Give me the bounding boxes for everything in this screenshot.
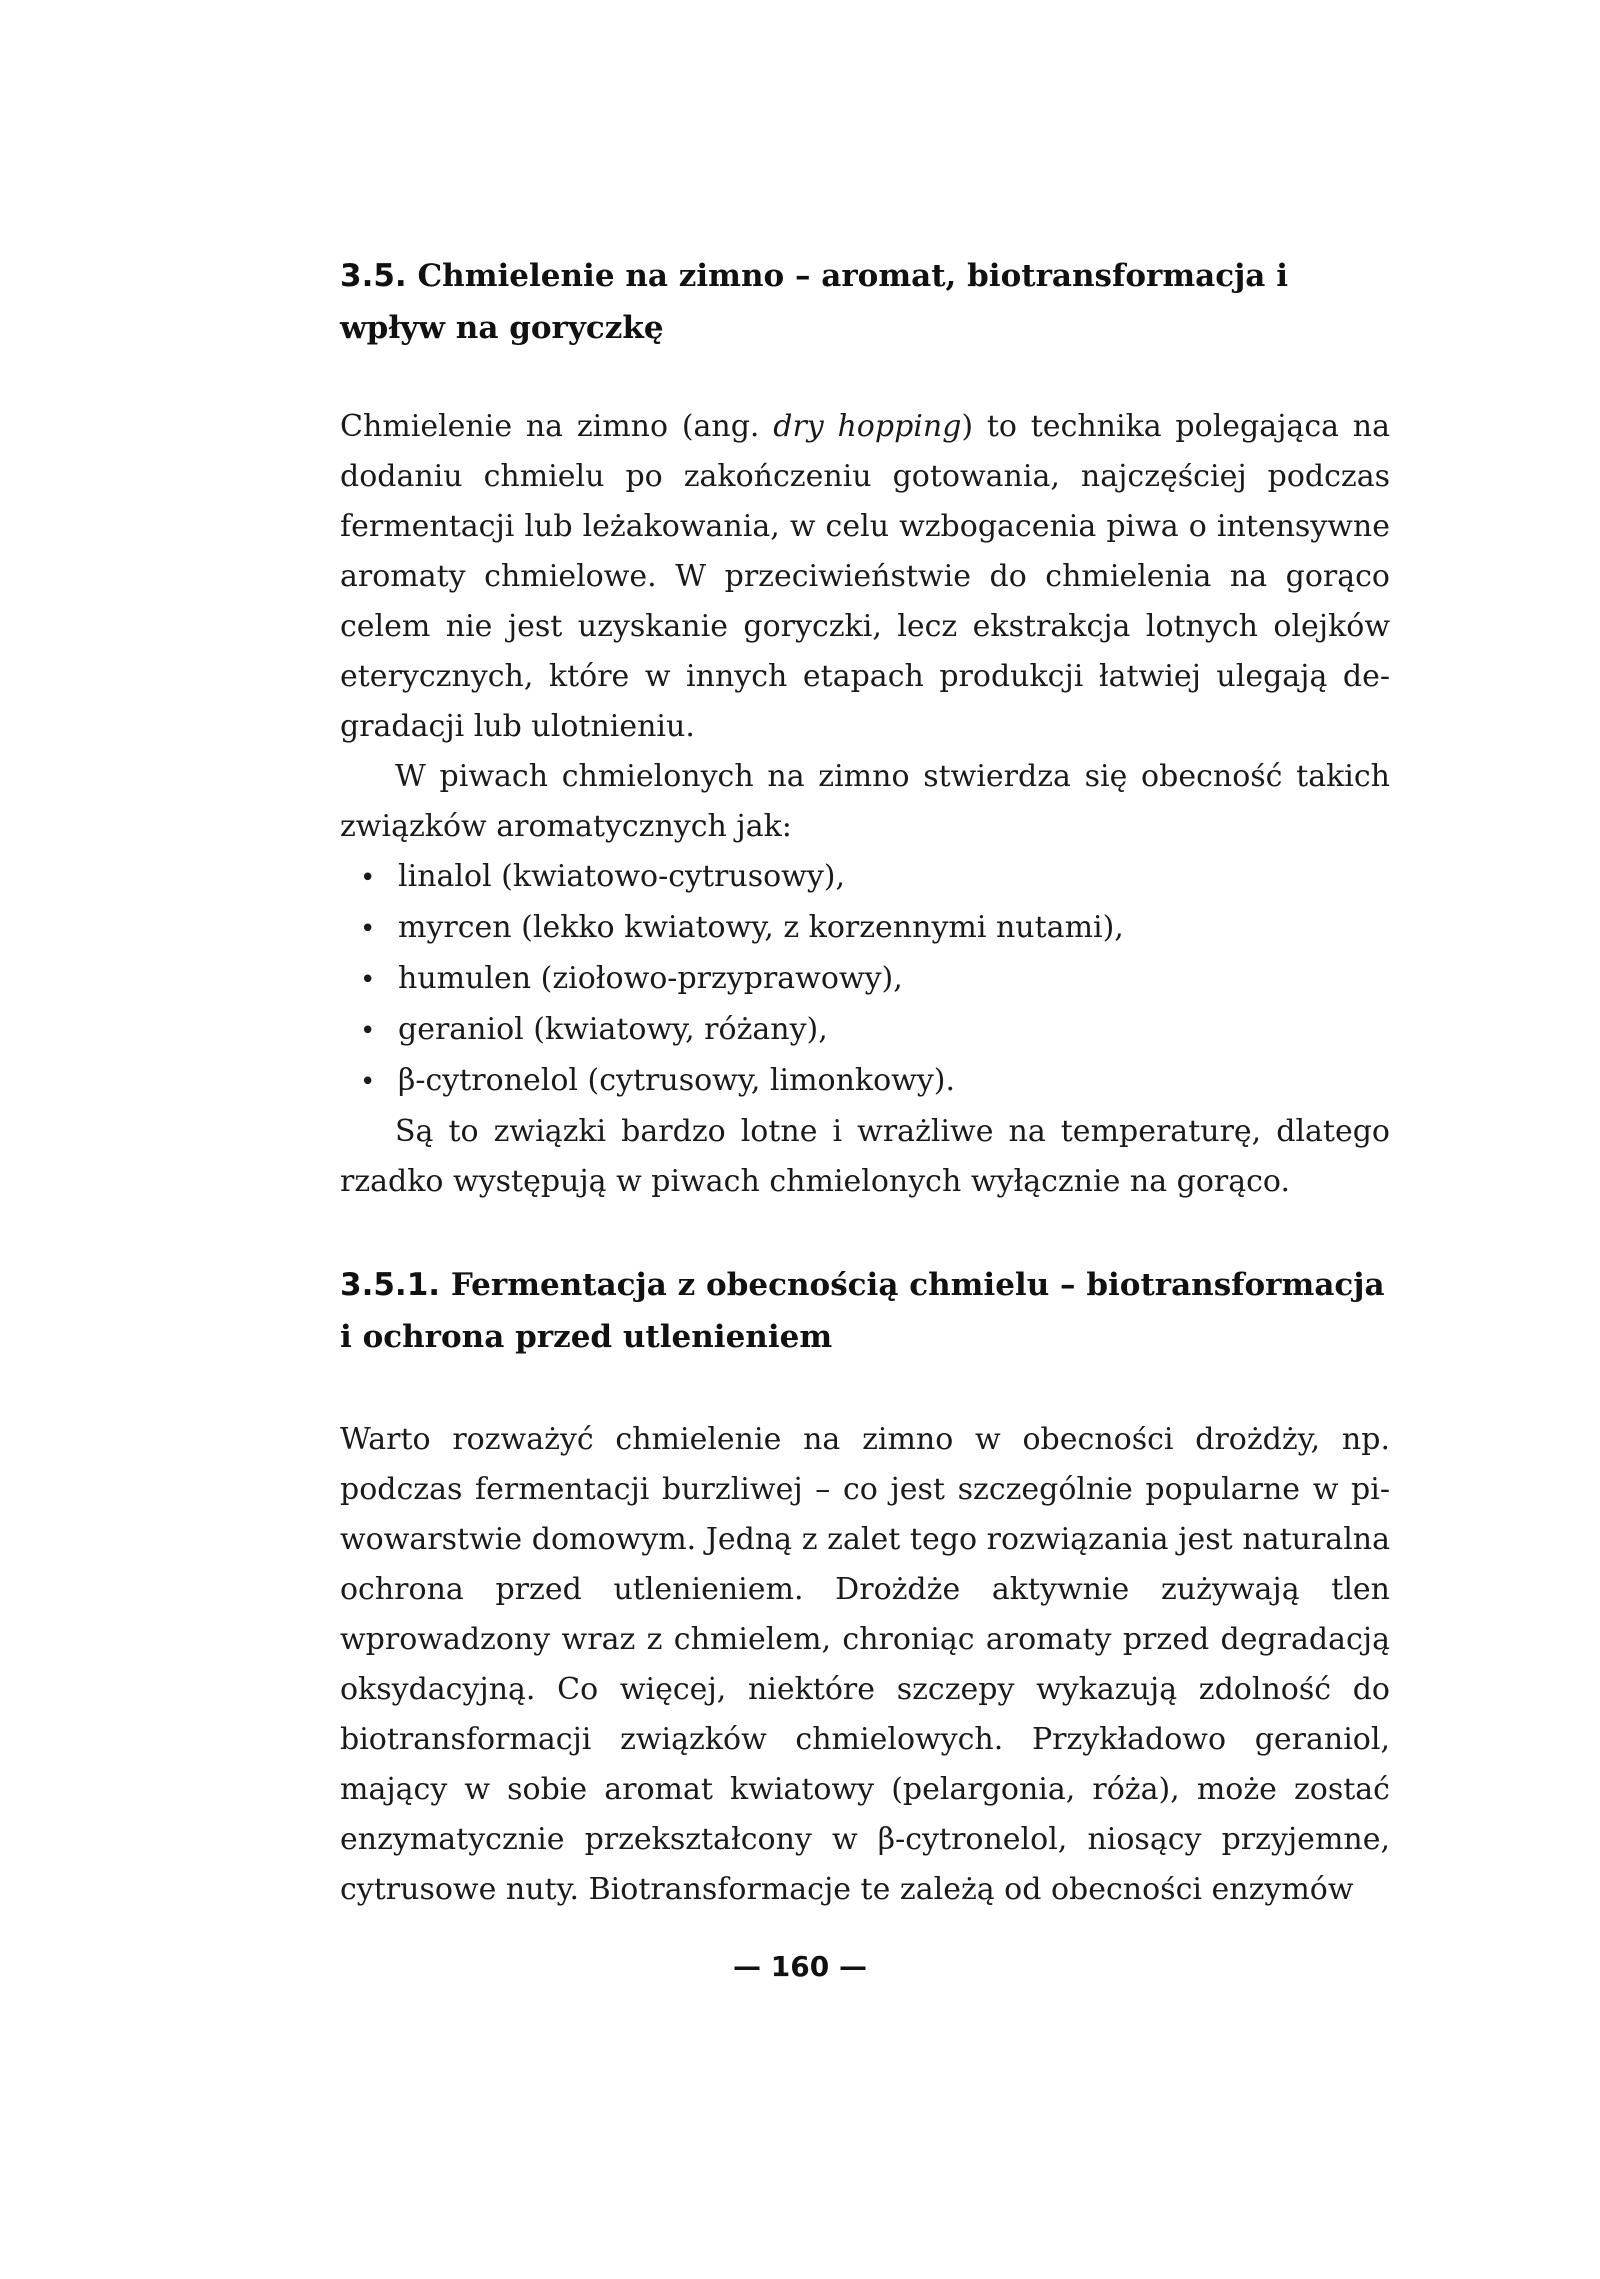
intro-text-rest: ) to technika polegająca na dodaniu chmielu po zakończeniu gotowania, najczęściej podczas fermentacji lub leżakowania, w celu wzbogacenia piwa o intensywne aromaty chmielowe. W przeciwieństwie do chmielenia na gorąco celem nie jest uzyskanie goryczki, lecz ekstrakcja lotnych olejków eterycznych, które w innych etapach produkcji łatwiej ulegają degradacji lub ulotnieniu. (340, 409, 1390, 744)
intro-text-start: Chmielenie na zimno (ang. (340, 409, 774, 444)
section-title: Chmielenie na zimno – aromat, biotransformacja i wpływ na goryczkę (340, 258, 1288, 346)
list-item (360, 903, 1390, 954)
aroma-compounds-list (340, 852, 1390, 1107)
list-item (360, 954, 1390, 1005)
subsection-number: 3.5.1. (340, 1267, 441, 1303)
compounds-intro-paragraph: W piwach chmielonych na zimno stwierdza się obecność takich związków aromatycznych jak: (340, 759, 1390, 844)
list-item-text: linalol (kwiatowo-cytrusowy), (398, 859, 846, 894)
page-number: — 160 — (733, 1950, 867, 1983)
list-item (360, 852, 1390, 903)
list-item-text: myrcen (lekko kwiatowy, z korzennymi nutami), (398, 910, 1124, 945)
list-item (360, 1005, 1390, 1056)
list-item-text: humulen (ziołowo-przyprawowy), (398, 961, 903, 996)
bullet-icon: • (360, 863, 376, 893)
subsection-title: Fermentacja z obecnością chmielu – biotransformacja i ochrona przed utlenieniem (340, 1267, 1385, 1355)
list-item-text: β-cytronelol (cytrusowy, limonkowy). (398, 1063, 956, 1098)
intro-paragraph (340, 402, 1390, 752)
dry-hopping-term: dry hopping (773, 409, 962, 444)
fermentation-paragraph: Warto rozważyć chmielenie na zimno w obecności drożdży, np. podczas fermentacji burzliwej – co jest szczególnie popularne w piwowarstwie domowym. Jedną z zalet tego rozwiązania jest naturalna ochrona przed utlenieniem. Drożdże aktywnie zużywają tlen wprowadzony wraz z chmielem, chroniąc aromaty przed degradacją oksydacyjną. Co więcej, niektóre szczepy wykazują zdolność do biotransformacji związków chmielowych. Przykładowo geraniol, mający w sobie aromat kwiatowy (pelargonia, róża), może zostać enzymatycznie przekształcony w β-cytronelol, niosący przyjemne, cytrusowe nuty. Biotransformacje te zależą od obecności enzymów (340, 1422, 1390, 1907)
section-heading (340, 250, 1390, 354)
subsection-heading (340, 1259, 1390, 1363)
list-item (360, 1056, 1390, 1107)
section-number: 3.5. (340, 258, 407, 294)
bullet-icon: • (360, 1067, 376, 1097)
bullet-icon: • (360, 914, 376, 944)
list-item-text: geraniol (kwiatowy, różany), (398, 1012, 828, 1047)
compounds-outro-paragraph: Są to związki bardzo lotne i wrażliwe na temperaturę, dlatego rzadko występują w piwach chmielonych wyłącznie na gorąco. (340, 1114, 1390, 1199)
bullet-icon: • (360, 965, 376, 995)
page-content (340, 250, 1390, 1915)
bullet-icon: • (360, 1016, 376, 1046)
